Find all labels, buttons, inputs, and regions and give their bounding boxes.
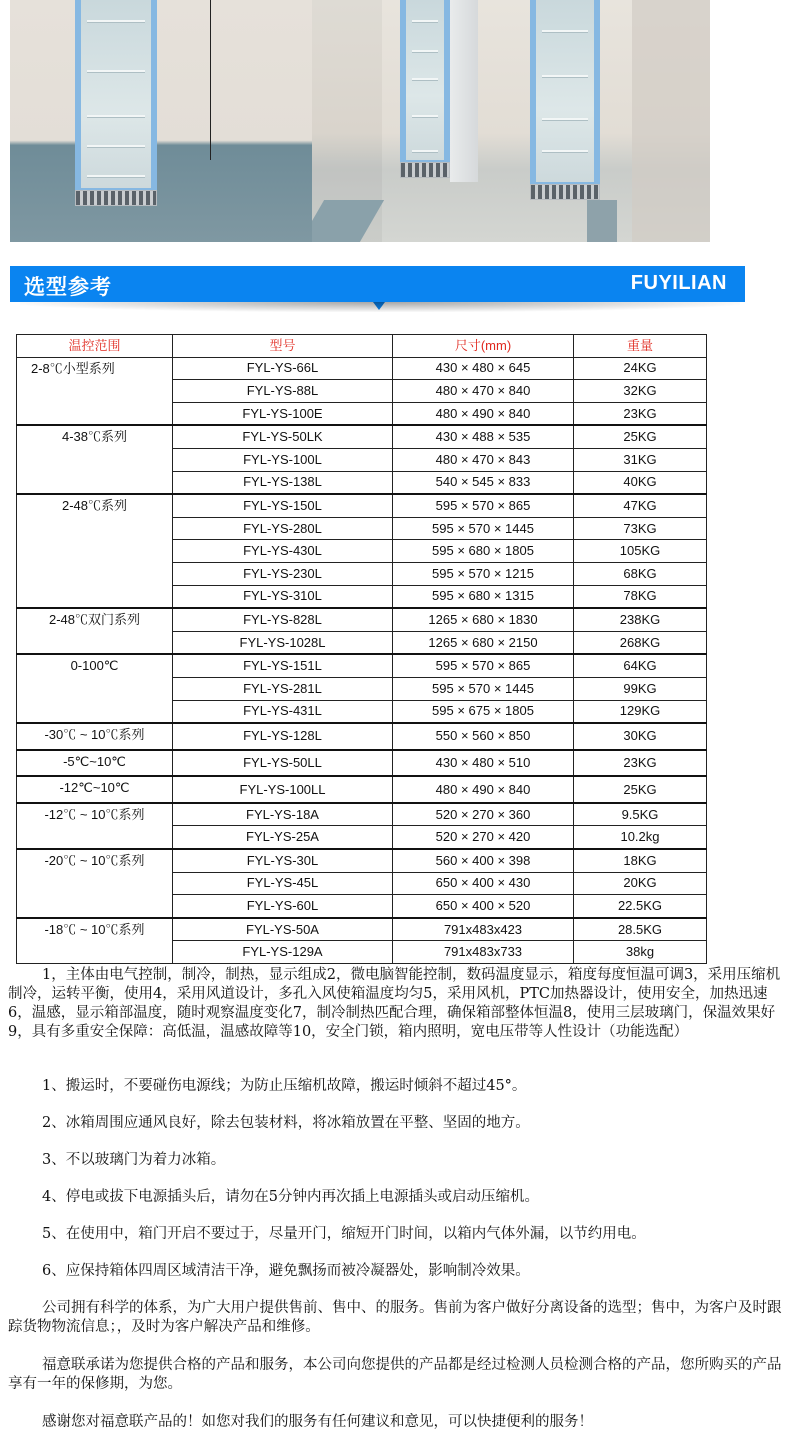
model-cell: FYL-YS-18A <box>173 803 393 826</box>
weight-cell: 73KG <box>574 517 707 540</box>
size-cell: 430 × 480 × 510 <box>393 750 574 777</box>
weight-cell: 129KG <box>574 700 707 723</box>
temp-range-cell: 2-48℃系列 <box>17 494 173 608</box>
table-row <box>17 750 707 777</box>
model-spec-table <box>16 334 707 964</box>
size-cell: 791x483x423 <box>393 918 574 941</box>
model-cell: FYL-YS-100LL <box>173 776 393 803</box>
size-cell: 595 × 570 × 865 <box>393 494 574 517</box>
temp-range-cell: -20℃ ~ 10℃系列 <box>17 849 173 918</box>
size-cell: 480 × 490 × 840 <box>393 776 574 803</box>
model-cell: FYL-YS-828L <box>173 608 393 631</box>
temp-range-cell: 2-8℃小型系列 <box>17 357 173 425</box>
note-item: 3、不以玻璃门为着力冰箱。 <box>42 1152 226 1168</box>
size-cell: 550 × 560 × 850 <box>393 723 574 750</box>
note-item: 4、停电或拔下电源插头后，请勿在5分钟内再次插上电源插头或启动压缩机。 <box>42 1189 539 1205</box>
model-cell: FYL-YS-60L <box>173 895 393 918</box>
features-section <box>8 966 788 1042</box>
size-cell: 595 × 570 × 865 <box>393 654 574 677</box>
size-cell: 595 × 680 × 1315 <box>393 585 574 608</box>
service-paragraph: 公司拥有科学的体系，为广大用户提供售前、售中、的服务。售前为客户做好分离设备的选型；售中，为客户及时跟踪货物物流信息；，及时为客户解决产品和维修。 <box>8 1300 782 1335</box>
temp-range-cell: -12℃~10℃ <box>17 776 173 803</box>
temp-range-cell: 2-48℃双门系列 <box>17 608 173 654</box>
product-photo-left <box>10 0 312 242</box>
weight-cell: 24KG <box>574 357 707 380</box>
weight-cell: 38kg <box>574 941 707 964</box>
note-item: 6、应保持箱体四周区域清洁干净，避免飘扬而被冷凝器处，影响制冷效果。 <box>42 1263 530 1279</box>
weight-cell: 23KG <box>574 750 707 777</box>
size-cell: 480 × 490 × 840 <box>393 402 574 425</box>
weight-cell: 25KG <box>574 425 707 448</box>
model-cell: FYL-YS-310L <box>173 585 393 608</box>
model-cell: FYL-YS-25A <box>173 826 393 849</box>
size-cell: 520 × 270 × 360 <box>393 803 574 826</box>
temp-range-cell: 0-100℃ <box>17 654 173 723</box>
weight-cell: 30KG <box>574 723 707 750</box>
size-cell: 520 × 270 × 420 <box>393 826 574 849</box>
size-cell: 650 × 400 × 520 <box>393 895 574 918</box>
size-cell: 430 × 480 × 645 <box>393 357 574 380</box>
table-row <box>17 608 707 631</box>
weight-cell: 40KG <box>574 471 707 494</box>
weight-cell: 25KG <box>574 776 707 803</box>
column-header-model: 型号 <box>173 335 393 358</box>
model-cell: FYL-YS-150L <box>173 494 393 517</box>
temp-range-cell: -5℃~10℃ <box>17 750 173 777</box>
table-header-row <box>17 335 707 358</box>
thanks-paragraph: 感谢您对福意联产品的！如您对我们的服务有任何建议和意见，可以快捷便利的服务！ <box>42 1414 593 1430</box>
refrigerator-illustration <box>75 0 157 194</box>
table-row <box>17 918 707 941</box>
table-body <box>17 357 707 963</box>
weight-cell: 78KG <box>574 585 707 608</box>
features-paragraph: 1，主体由电气控制，制冷，制热，显示组成2，微电脑智能控制，数码温度显示，箱度每度恒温可调3，采用压缩机制冷，运转平衡，使用4，采用风道设计，多孔入风使箱温度均匀5，采用风机，PTC加热器设计，使用安全，加热迅速6，温感，显示箱部温度，随时观察温度变化7，制冷制热匹配合理，确保箱部整体恒温8，使用三层玻璃门，保温效果好9，具有多重安全保障：高低温，温感故障等10，安全门锁，箱内照明，宽电压带等人性设计（功能选配） <box>8 967 781 1040</box>
model-cell: FYL-YS-280L <box>173 517 393 540</box>
model-cell: FYL-YS-431L <box>173 700 393 723</box>
warranty-paragraph: 福意联承诺为您提供合格的产品和服务，本公司向您提供的产品都是经过检测人员检测合格的产品，您所购买的产品享有一年的保修期，为您。 <box>8 1357 782 1392</box>
weight-cell: 105KG <box>574 540 707 563</box>
model-cell: FYL-YS-281L <box>173 677 393 700</box>
weight-cell: 31KG <box>574 448 707 471</box>
weight-cell: 99KG <box>574 677 707 700</box>
table-row <box>17 723 707 750</box>
model-cell: FYL-YS-66L <box>173 357 393 380</box>
service-section <box>8 1299 788 1432</box>
size-cell: 595 × 675 × 1805 <box>393 700 574 723</box>
model-cell: FYL-YS-100E <box>173 402 393 425</box>
size-cell: 1265 × 680 × 1830 <box>393 608 574 631</box>
column-header-temp-range: 温控范围 <box>17 335 173 358</box>
size-cell: 595 × 570 × 1445 <box>393 677 574 700</box>
section-banner <box>10 266 745 302</box>
table-row <box>17 776 707 803</box>
model-cell: FYL-YS-50LL <box>173 750 393 777</box>
column-header-weight: 重量 <box>574 335 707 358</box>
table-row <box>17 849 707 872</box>
refrigerator-illustration <box>400 0 450 166</box>
table-row <box>17 654 707 677</box>
weight-cell: 268KG <box>574 631 707 654</box>
size-cell: 791x483x733 <box>393 941 574 964</box>
size-cell: 430 × 488 × 535 <box>393 425 574 448</box>
model-cell: FYL-YS-88L <box>173 380 393 403</box>
model-cell: FYL-YS-430L <box>173 540 393 563</box>
table-row <box>17 357 707 380</box>
size-cell: 560 × 400 × 398 <box>393 849 574 872</box>
size-cell: 540 × 545 × 833 <box>393 471 574 494</box>
refrigerator-illustration <box>530 0 600 188</box>
size-cell: 595 × 570 × 1215 <box>393 562 574 585</box>
model-cell: FYL-YS-151L <box>173 654 393 677</box>
note-item: 1、搬运时，不要碰伤电源线；为防止压缩机故障，搬运时倾斜不超过45°。 <box>42 1078 527 1094</box>
size-cell: 650 × 400 × 430 <box>393 872 574 895</box>
size-cell: 595 × 570 × 1445 <box>393 517 574 540</box>
model-cell: FYL-YS-50LK <box>173 425 393 448</box>
temp-range-cell: -18℃ ~ 10℃系列 <box>17 918 173 964</box>
size-cell: 595 × 680 × 1805 <box>393 540 574 563</box>
weight-cell: 9.5KG <box>574 803 707 826</box>
model-cell: FYL-YS-138L <box>173 471 393 494</box>
model-cell: FYL-YS-128L <box>173 723 393 750</box>
temp-range-cell: -12℃ ~ 10℃系列 <box>17 803 173 849</box>
table-row <box>17 425 707 448</box>
weight-cell: 18KG <box>574 849 707 872</box>
weight-cell: 22.5KG <box>574 895 707 918</box>
model-cell: FYL-YS-230L <box>173 562 393 585</box>
note-item: 5、在使用中，箱门开启不要过于，尽量开门，缩短开门时间，以箱内气体外漏，以节约用电。 <box>42 1226 646 1242</box>
weight-cell: 47KG <box>574 494 707 517</box>
weight-cell: 68KG <box>574 562 707 585</box>
temp-range-cell: -30℃ ~ 10℃系列 <box>17 723 173 750</box>
weight-cell: 23KG <box>574 402 707 425</box>
model-cell: FYL-YS-129A <box>173 941 393 964</box>
model-cell: FYL-YS-45L <box>173 872 393 895</box>
weight-cell: 28.5KG <box>574 918 707 941</box>
weight-cell: 20KG <box>574 872 707 895</box>
weight-cell: 238KG <box>574 608 707 631</box>
size-cell: 480 × 470 × 843 <box>393 448 574 471</box>
section-title: 选型参考 <box>24 275 112 299</box>
model-cell: FYL-YS-30L <box>173 849 393 872</box>
table-row <box>17 494 707 517</box>
weight-cell: 10.2kg <box>574 826 707 849</box>
model-cell: FYL-YS-100L <box>173 448 393 471</box>
product-photo-strip <box>10 0 710 242</box>
usage-notes <box>8 1077 788 1281</box>
size-cell: 480 × 470 × 840 <box>393 380 574 403</box>
column-header-size: 尺寸(mm) <box>393 335 574 358</box>
size-cell: 1265 × 680 × 2150 <box>393 631 574 654</box>
product-photo-right <box>312 0 710 242</box>
note-item: 2、冰箱周围应通风良好，除去包装材料，将冰箱放置在平整、坚固的地方。 <box>42 1115 530 1131</box>
model-cell: FYL-YS-50A <box>173 918 393 941</box>
weight-cell: 64KG <box>574 654 707 677</box>
weight-cell: 32KG <box>574 380 707 403</box>
brand-name: FUYILIAN <box>630 272 727 294</box>
temp-range-cell: 4-38℃系列 <box>17 425 173 494</box>
model-cell: FYL-YS-1028L <box>173 631 393 654</box>
banner-shadow <box>20 302 740 312</box>
table-row <box>17 803 707 826</box>
